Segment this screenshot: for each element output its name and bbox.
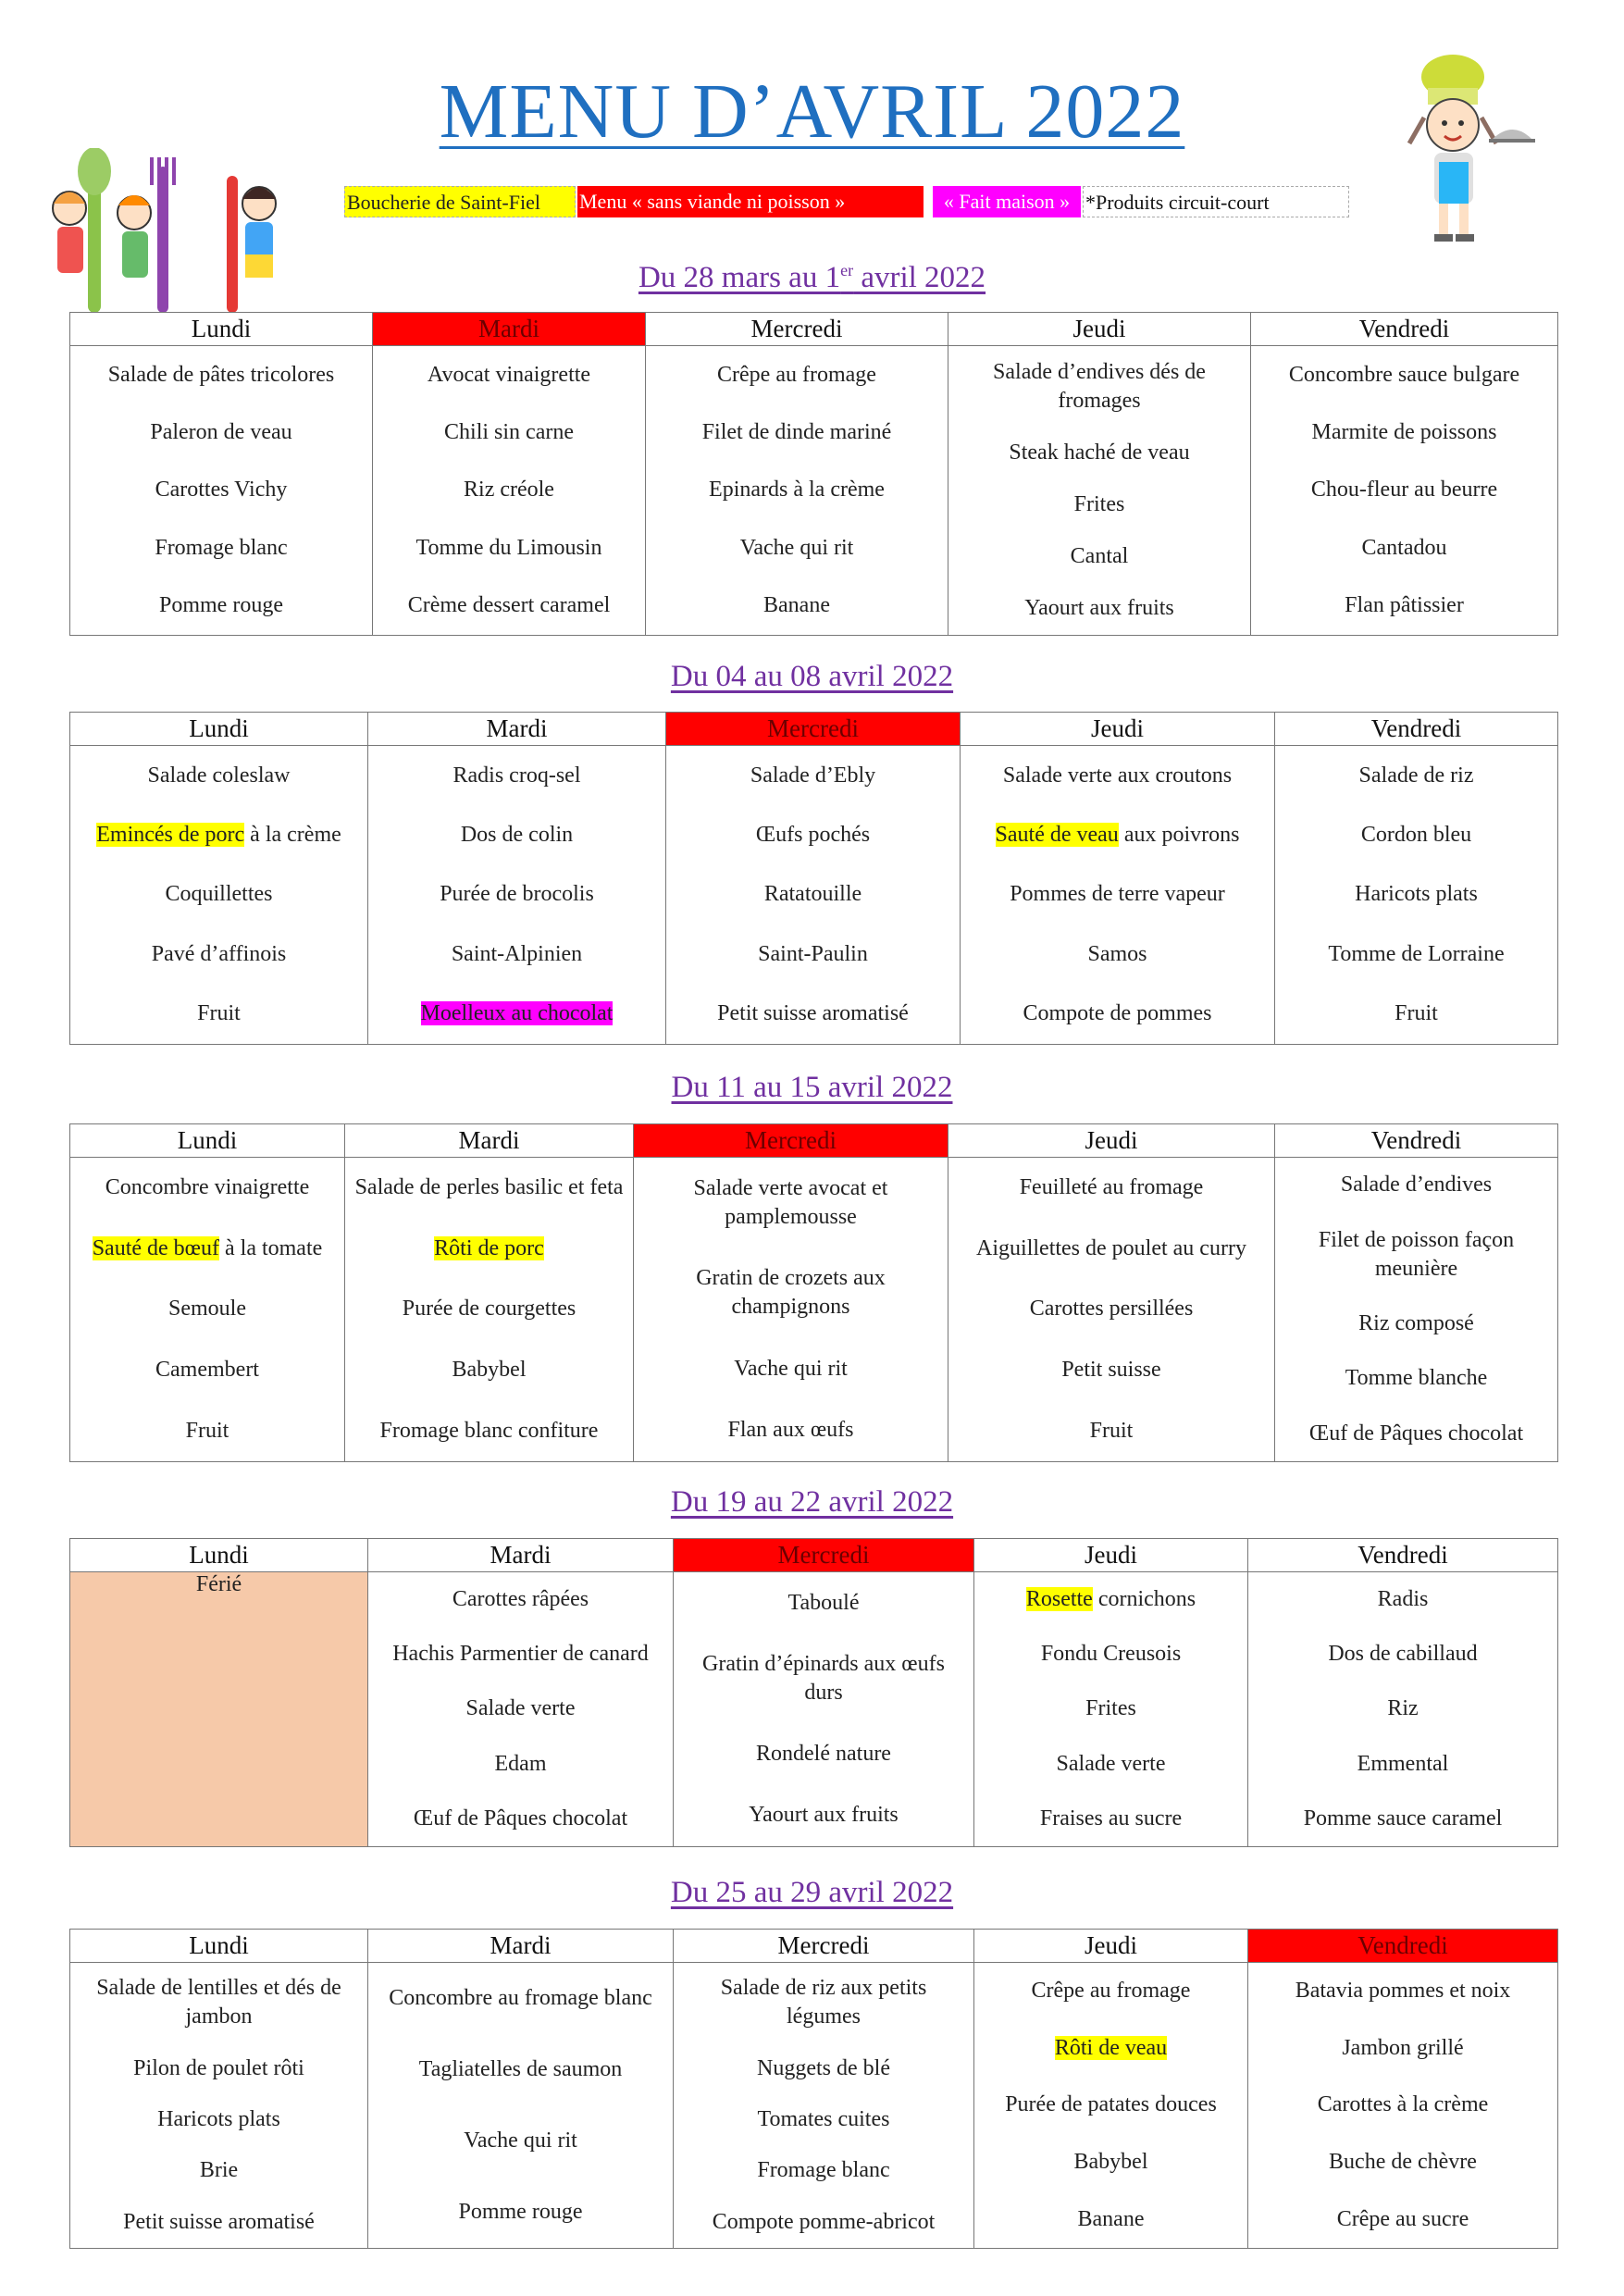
- menu-item: Radis croq-sel: [452, 763, 581, 788]
- menu-item: [1046, 2034, 1176, 2063]
- day-menu: [974, 1963, 1248, 2249]
- menu-item: Epinards à la crème: [709, 478, 885, 503]
- menu-item: Œufs pochés: [755, 823, 871, 848]
- menu-item: Semoule: [168, 1297, 246, 1322]
- menu-item: Flan pâtissier: [1345, 593, 1464, 618]
- menu-item: Pomme rouge: [458, 2200, 583, 2224]
- menu-item: Coquillettes: [165, 882, 273, 907]
- menu-item: Salade verte aux croutons: [1002, 763, 1233, 788]
- menu-row: [70, 346, 1558, 636]
- ferie-cell: Férié: [70, 1572, 368, 1847]
- menu-item: Œuf de Pâques chocolat: [413, 1806, 628, 1831]
- day-header: Mardi: [368, 1930, 674, 1963]
- menu-item: Pomme rouge: [159, 593, 283, 618]
- menu-item: Salade verte: [465, 1696, 576, 1721]
- menu-item: Purée de brocolis: [440, 882, 594, 907]
- week-table: [69, 1123, 1558, 1462]
- day-header: Mardi: [368, 713, 666, 746]
- week-title: Du 04 au 08 avril 2022: [670, 660, 954, 693]
- week-title: Du 19 au 22 avril 2022: [670, 1485, 954, 1519]
- menu-item: Salade verte avocat et pamplemousse: [693, 1175, 888, 1229]
- menu-item: Flan aux œufs: [727, 1418, 854, 1443]
- menu-item: Crème dessert caramel: [407, 593, 611, 618]
- day-header: Vendredi: [1275, 713, 1558, 746]
- menu-item: Fromage blanc confiture: [379, 1418, 599, 1443]
- menu-item: Nuggets de blé: [757, 2055, 890, 2080]
- menu-item: Banane: [1077, 2206, 1145, 2231]
- menu-item: Salade coleslaw: [147, 763, 291, 788]
- menu-item: Carottes râpées: [452, 1587, 589, 1612]
- day-menu: [1248, 1963, 1558, 2249]
- menu-item: Pavé d’affinois: [151, 941, 287, 966]
- menu-row: [70, 1158, 1558, 1462]
- day-menu: [1251, 346, 1558, 636]
- menu-item: Petit suisse aromatisé: [123, 2209, 315, 2234]
- menu-item: Carottes à la crème: [1317, 2092, 1489, 2117]
- menu-item: Salade de pâtes tricolores: [107, 362, 335, 387]
- day-header: Jeudi: [961, 713, 1275, 746]
- menu-item: Fondu Creusois: [1040, 1642, 1182, 1667]
- menu-item: Riz créole: [464, 478, 554, 503]
- menu-item: Sauté de bœuf à la tomate: [92, 1235, 323, 1260]
- menu-item: Salade d’Ebly: [750, 763, 876, 788]
- menu-item: Petit suisse: [1061, 1358, 1161, 1383]
- legend-circuit-court: *Produits circuit-court: [1083, 186, 1349, 217]
- menu-item: Filet de poisson façon meunière: [1318, 1227, 1515, 1281]
- boucherie-highlight: Rosette: [1025, 1587, 1093, 1612]
- day-header: Mercredi: [634, 1124, 948, 1158]
- day-header: Lundi: [70, 713, 368, 746]
- day-menu: [961, 746, 1275, 1045]
- day-header: Jeudi: [974, 1930, 1248, 1963]
- day-menu: [345, 1158, 634, 1462]
- day-header: Jeudi: [948, 1124, 1275, 1158]
- day-menu: [1248, 1572, 1558, 1847]
- menu-item: Steak haché de veau: [1009, 440, 1190, 465]
- menu-item: Saint-Alpinien: [451, 941, 583, 966]
- menu-item: Rondelé nature: [756, 1742, 891, 1767]
- day-header: Vendredi: [1248, 1539, 1558, 1572]
- menu-item: Batavia pommes et noix: [1295, 1979, 1511, 2004]
- day-header-row: [70, 1539, 1558, 1572]
- menu-item: Pommes de terre vapeur: [1010, 882, 1225, 907]
- menu-row: [70, 746, 1558, 1045]
- menu-item: Fraises au sucre: [1039, 1806, 1183, 1831]
- menu-item: Carottes Vichy: [155, 478, 288, 503]
- menu-item: Rosette cornichons: [1025, 1587, 1196, 1612]
- menu-item: Babybel: [452, 1358, 527, 1383]
- day-header: Mercredi: [666, 713, 961, 746]
- week-table: [69, 1538, 1558, 1847]
- boucherie-highlight: Sauté de bœuf: [92, 1235, 219, 1260]
- day-header: Lundi: [70, 1124, 345, 1158]
- menu-item: Cantal: [1070, 544, 1129, 569]
- menu-item: Dos de cabillaud: [1328, 1642, 1478, 1667]
- day-header: Jeudi: [948, 313, 1251, 346]
- day-header: Mercredi: [674, 1539, 974, 1572]
- day-header: Jeudi: [974, 1539, 1248, 1572]
- menu-item: Salade de riz: [1358, 763, 1474, 788]
- menu-item: Avocat vinaigrette: [427, 362, 591, 387]
- legend: [344, 185, 1349, 218]
- menu-item: Dos de colin: [460, 823, 574, 848]
- menu-item: Purée de patates douces: [1005, 2092, 1217, 2117]
- menu-item: Concombre sauce bulgare: [1288, 362, 1520, 387]
- legend-boucherie: Boucherie de Saint-Fiel: [344, 186, 576, 217]
- menu-item: Taboulé: [787, 1590, 860, 1615]
- menu-item: Frites: [1073, 491, 1125, 516]
- menu-item: Compote pomme-abricot: [712, 2209, 936, 2234]
- menu-item: Tomme blanche: [1345, 1366, 1488, 1391]
- menu-item: Vache qui rit: [464, 2128, 577, 2153]
- week-table: [69, 312, 1558, 636]
- day-menu: [948, 1158, 1275, 1462]
- day-menu: [70, 346, 373, 636]
- menu-item: Ratatouille: [763, 882, 862, 907]
- menu-item: Tomme de Lorraine: [1328, 941, 1505, 966]
- day-menu: [646, 346, 948, 636]
- menu-item: Yaourt aux fruits: [749, 1803, 899, 1828]
- menu-item: Gratin d’épinards aux œufs durs: [702, 1651, 945, 1705]
- day-menu: [674, 1963, 974, 2249]
- menu-item: Salade verte: [1056, 1751, 1166, 1776]
- day-menu: [70, 1963, 368, 2249]
- menu-item: Salade d’endives: [1340, 1173, 1493, 1198]
- menu-row: [70, 1963, 1558, 2249]
- menu-item: Yaourt aux fruits: [1024, 596, 1174, 621]
- menu-item: Radis: [1377, 1587, 1429, 1612]
- menu-item: Aiguillettes de poulet au curry: [976, 1235, 1246, 1260]
- day-header-row: [70, 713, 1558, 746]
- day-header: Lundi: [70, 313, 373, 346]
- menu-item: Fruit: [1089, 1418, 1134, 1443]
- menu-item: Salade de perles basilic et feta: [354, 1175, 624, 1200]
- menu-row: [70, 1572, 1558, 1847]
- week-title: Du 11 au 15 avril 2022: [671, 1071, 953, 1104]
- day-menu: [666, 746, 961, 1045]
- day-menu: [634, 1158, 948, 1462]
- day-header-row: [70, 313, 1558, 346]
- day-menu: [70, 746, 368, 1045]
- day-header-row: [70, 1124, 1558, 1158]
- fait-maison-highlight: Moelleux au chocolat: [420, 1001, 614, 1026]
- day-header: Lundi: [70, 1539, 368, 1572]
- menu-item: Sauté de veau aux poivrons: [995, 823, 1240, 848]
- menu-item: Tagliatelles de saumon: [418, 2057, 623, 2081]
- menu-item: Tomates cuites: [757, 2106, 890, 2131]
- menu-item: Paleron de veau: [150, 420, 292, 445]
- boucherie-highlight: Sauté de veau: [995, 823, 1119, 848]
- day-header: Vendredi: [1275, 1124, 1558, 1158]
- page-title: MENU D’AVRIL 2022: [439, 68, 1185, 155]
- boucherie-highlight: Emincés de porc: [96, 823, 245, 848]
- day-menu: [70, 1158, 345, 1462]
- day-header: Vendredi: [1251, 313, 1558, 346]
- menu-item: Œuf de Pâques chocolat: [1308, 1421, 1524, 1446]
- day-menu: [674, 1572, 974, 1847]
- day-menu: [948, 346, 1251, 636]
- menu-item: Banane: [763, 593, 830, 618]
- boucherie-highlight: Rôti de porc: [434, 1235, 544, 1260]
- menu-item: Fruit: [197, 1001, 241, 1026]
- legend-fait-maison: « Fait maison »: [933, 186, 1081, 217]
- boucherie-highlight: Rôti de veau: [1054, 2035, 1168, 2060]
- menu-item: Petit suisse aromatisé: [717, 1001, 909, 1026]
- day-menu: [974, 1572, 1248, 1847]
- day-menu: [368, 746, 666, 1045]
- menu-item: Feuilleté au fromage: [1019, 1175, 1204, 1200]
- menu-item: Chou-fleur au beurre: [1310, 478, 1498, 503]
- menu-item: Filet de dinde mariné: [701, 420, 892, 445]
- menu-item: Riz: [1387, 1696, 1419, 1721]
- day-header: Mercredi: [674, 1930, 974, 1963]
- menu-item: Chili sin carne: [444, 420, 574, 445]
- week-title: Du 28 mars au 1er avril 2022: [638, 261, 986, 294]
- menu-item: Pomme sauce caramel: [1303, 1806, 1503, 1831]
- menu-item: Vache qui rit: [739, 535, 854, 560]
- day-header: Vendredi: [1248, 1930, 1558, 1963]
- menu-item: Compote de pommes: [1023, 1001, 1212, 1026]
- day-header: Mardi: [345, 1124, 634, 1158]
- menu-item: Cantadou: [1361, 535, 1447, 560]
- day-menu: [373, 346, 646, 636]
- menu-item: Cordon bleu: [1360, 823, 1472, 848]
- menu-item: Edam: [494, 1751, 547, 1776]
- menu-item: Camembert: [155, 1358, 259, 1383]
- day-menu: [1275, 1158, 1558, 1462]
- menu-item: Buche de chèvre: [1329, 2150, 1477, 2175]
- day-menu: [368, 1572, 674, 1847]
- menu-item: Emincés de porc à la crème: [96, 823, 341, 848]
- menu-item: Haricots plats: [1355, 882, 1478, 907]
- menu-item: Concombre au fromage blanc: [389, 1986, 652, 2010]
- menu-item: Tomme du Limousin: [415, 535, 602, 560]
- day-header: Lundi: [70, 1930, 368, 1963]
- menu-item: Fromage blanc: [757, 2158, 890, 2183]
- legend-vegetarien: Menu « sans viande ni poisson »: [577, 186, 924, 217]
- menu-item: Frites: [1085, 1696, 1136, 1721]
- menu-item: Samos: [1087, 941, 1147, 966]
- menu-item: Salade de lentilles et dés de jambon: [96, 1976, 341, 2029]
- menu-item: Saint-Paulin: [758, 941, 868, 966]
- menu-item: Riz composé: [1358, 1310, 1474, 1335]
- menu-item: Marmite de poissons: [1311, 420, 1497, 445]
- menu-item: Crêpe au sucre: [1336, 2206, 1469, 2231]
- menu-item: Purée de courgettes: [402, 1297, 576, 1322]
- menu-item: Fromage blanc: [155, 535, 288, 560]
- menu-item: Hachis Parmentier de canard: [392, 1642, 649, 1667]
- week-table: [69, 712, 1558, 1045]
- day-header: Mardi: [373, 313, 646, 346]
- day-header: Mercredi: [646, 313, 948, 346]
- menu-item: Carottes persillées: [1029, 1297, 1194, 1322]
- day-menu: [1275, 746, 1558, 1045]
- menu-item: Emmental: [1357, 1751, 1449, 1776]
- menu-item: [412, 999, 623, 1028]
- day-header-row: [70, 1930, 1558, 1963]
- menu-item: Concombre vinaigrette: [105, 1175, 310, 1200]
- menu-item: Crêpe au fromage: [1031, 1979, 1191, 2004]
- menu-item: Crêpe au fromage: [717, 362, 876, 387]
- day-header: Mardi: [368, 1539, 674, 1572]
- menu-item: Pilon de poulet rôti: [133, 2055, 304, 2080]
- menu-item: Fruit: [185, 1418, 229, 1443]
- week-title: Du 25 au 29 avril 2022: [670, 1876, 954, 1909]
- menu-item: Vache qui rit: [734, 1356, 848, 1381]
- menu-item: Gratin de crozets aux champignons: [696, 1266, 886, 1320]
- menu-item: Fruit: [1395, 1001, 1438, 1026]
- menu-item: Jambon grillé: [1342, 2035, 1464, 2060]
- week-table: [69, 1929, 1558, 2249]
- menu-item: [425, 1235, 553, 1263]
- menu-item: Salade de riz aux petits légumes: [720, 1976, 927, 2029]
- menu-item: Babybel: [1073, 2150, 1148, 2175]
- menu-item: Salade d’endives dés de fromages: [993, 359, 1206, 413]
- menu-item: Haricots plats: [157, 2106, 280, 2131]
- menu-item: Brie: [199, 2158, 239, 2183]
- day-menu: [368, 1963, 674, 2249]
